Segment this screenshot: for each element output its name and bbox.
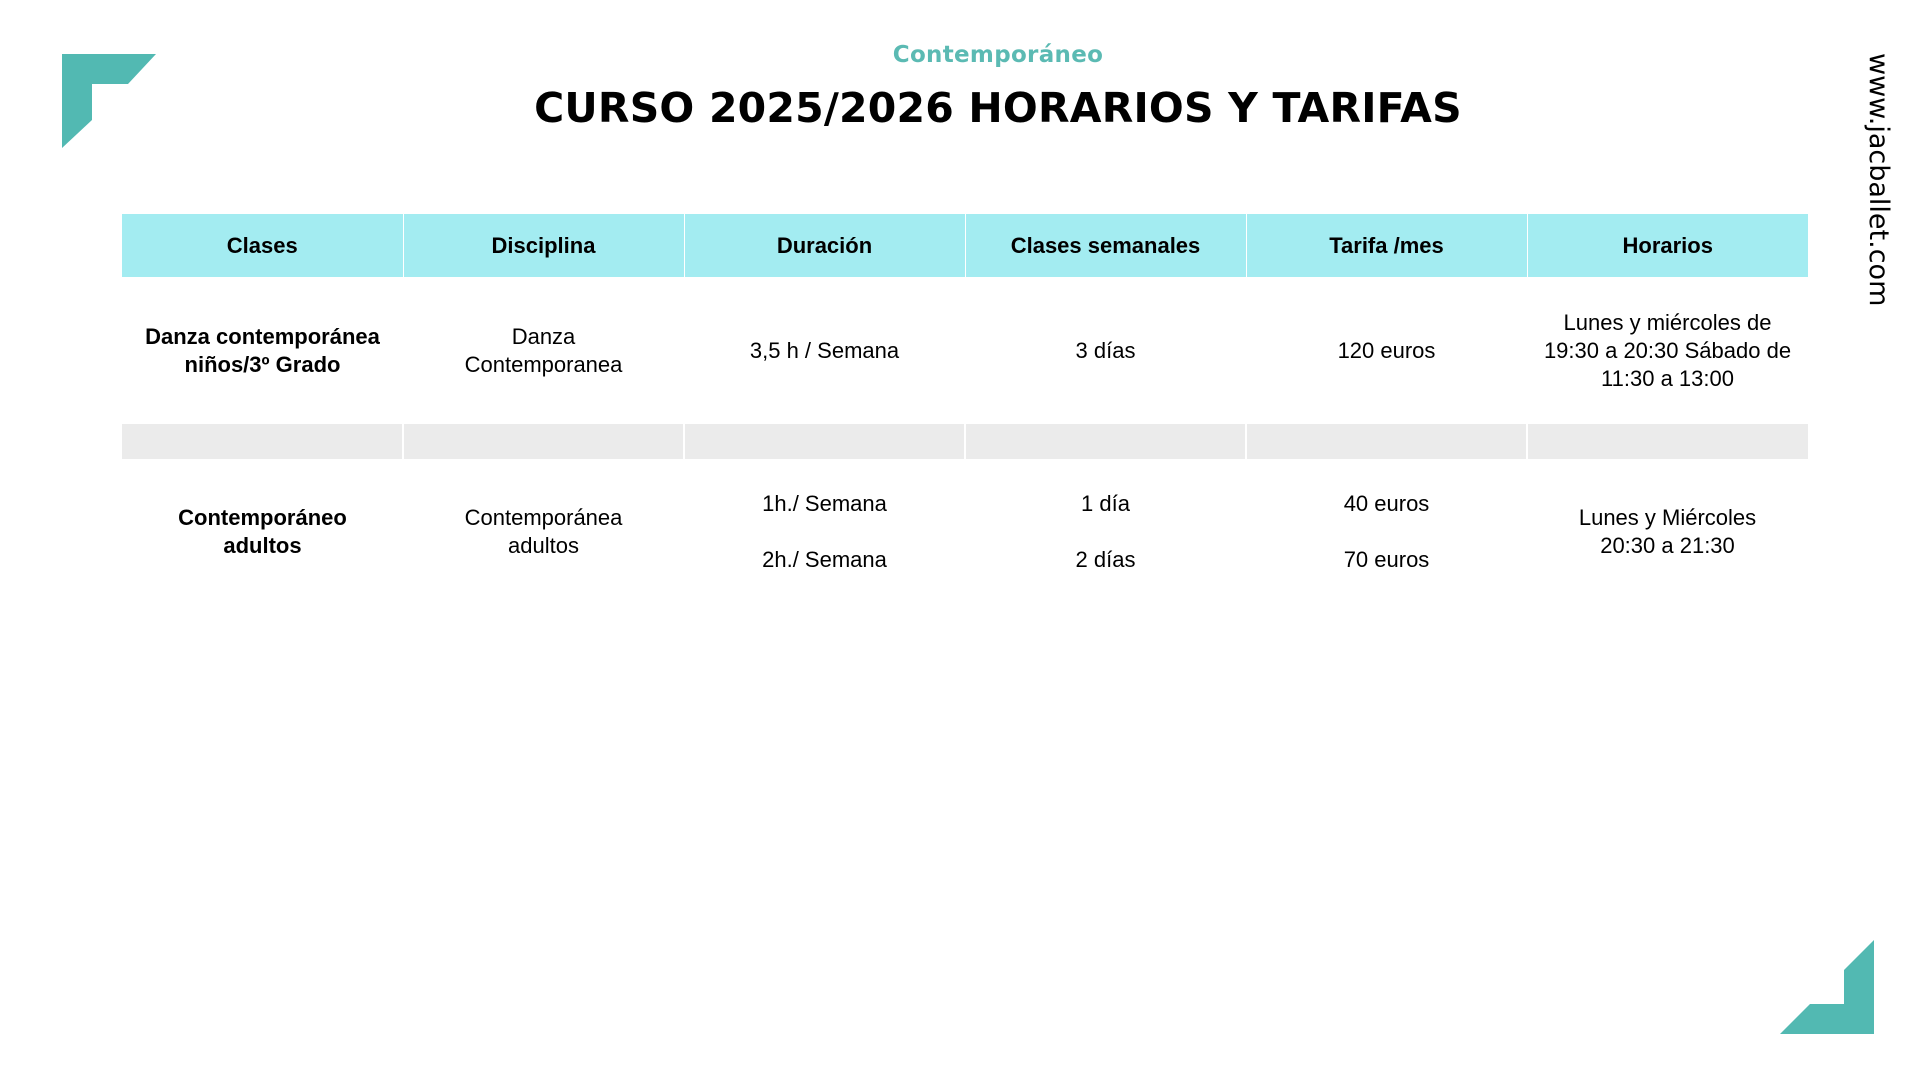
column-header-horarios: Horarios [1622, 232, 1713, 258]
column-header-clases-semanales: Clases semanales [965, 214, 1246, 277]
website-url: www.jacballet.com [1863, 53, 1894, 307]
semanales-option: 1 día [1081, 491, 1130, 516]
clase-line: niños/3º Grado [184, 351, 341, 377]
disciplina-line: Contemporanea [464, 351, 623, 377]
disciplina-line: Contemporánea [464, 505, 623, 530]
tarifa-option: 40 euros [1343, 491, 1430, 516]
clase-line: Danza contemporánea [145, 323, 380, 349]
table-header-row [122, 214, 1808, 277]
column-header-tarifa: Tarifa /mes [1246, 214, 1527, 277]
cell-disciplina [403, 459, 684, 605]
horarios-line: 19:30 a 20:30 Sábado de [1543, 337, 1792, 363]
spacer-cell [965, 424, 1246, 459]
title-text: CURSO 2025/2026 HORARIOS Y TARIFAS [534, 84, 1462, 132]
cell-horarios [1527, 277, 1808, 424]
column-header-clases: Clases [122, 214, 403, 277]
disciplina-line: adultos [508, 533, 579, 558]
duracion-option: 1h./ Semana [762, 491, 887, 516]
tarifa-option: 70 euros [1343, 547, 1430, 572]
page-title [0, 84, 1920, 132]
cell-horarios [1527, 459, 1808, 605]
cell-duracion [684, 459, 965, 605]
subtitle-text: Contemporáneo [892, 42, 1104, 68]
cell-disciplina [403, 277, 684, 424]
semanales-option: 2 días [1075, 547, 1136, 572]
horarios-line: Lunes y miércoles de [1563, 309, 1772, 335]
spacer-cell [403, 424, 684, 459]
duracion-option: 2h./ Semana [762, 547, 887, 572]
table-spacer-row [122, 424, 1808, 459]
table-row [122, 277, 1808, 424]
section-subtitle [0, 42, 1920, 68]
clase-line: Contemporáneo [178, 505, 347, 530]
cell-tarifa [1246, 459, 1527, 605]
spacer-cell [1246, 424, 1527, 459]
column-header-duracion: Duración [684, 214, 965, 277]
horarios-line: Lunes y Miércoles [1578, 505, 1757, 530]
disciplina-line: Danza [511, 323, 576, 349]
spacer-cell [122, 424, 403, 459]
cell-clase [122, 459, 403, 605]
corner-decoration-bottom-right [1780, 940, 1874, 1034]
cell-clase [122, 277, 403, 424]
table-row [122, 459, 1808, 605]
column-header-disciplina: Disciplina [403, 214, 684, 277]
clase-line: adultos [223, 533, 302, 558]
spacer-cell [1527, 424, 1808, 459]
cell-clases-semanales: 3 días [1075, 337, 1136, 363]
cell-tarifa: 120 euros [1337, 337, 1436, 363]
spacer-cell [684, 424, 965, 459]
cell-clases-semanales [965, 459, 1246, 605]
horarios-line: 20:30 a 21:30 [1600, 533, 1735, 558]
horarios-line: 11:30 a 13:00 [1601, 365, 1734, 391]
cell-duracion: 3,5 h / Semana [749, 337, 900, 363]
schedule-table [122, 214, 1808, 605]
